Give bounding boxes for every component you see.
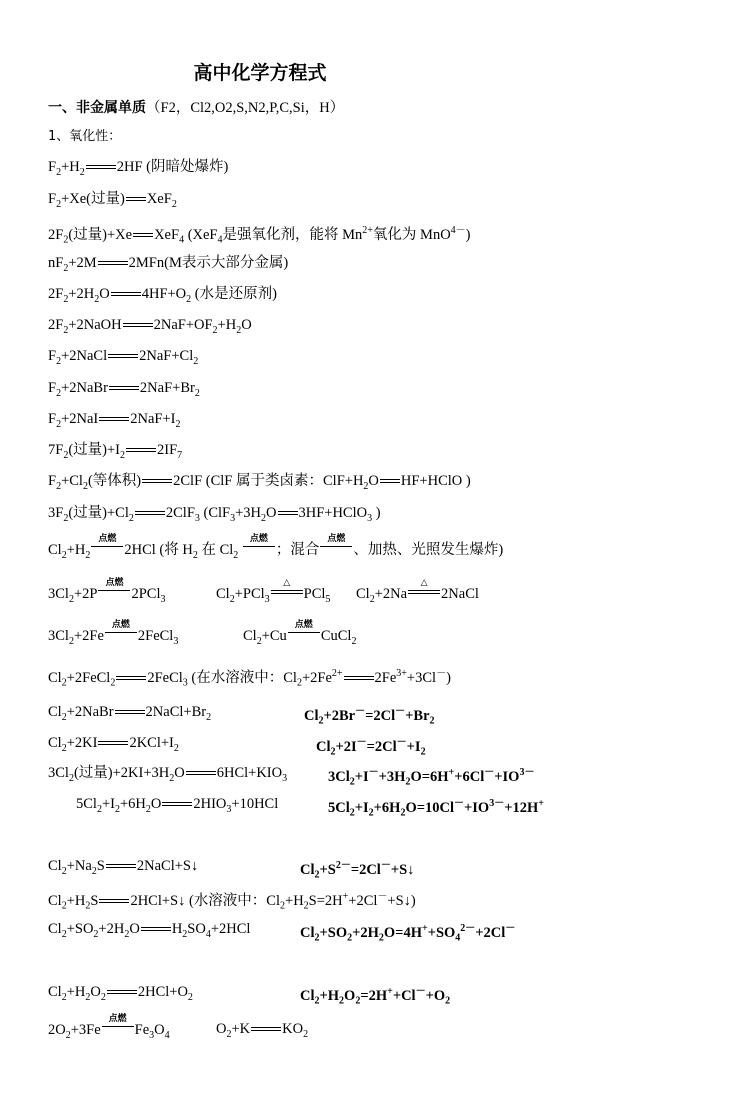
ionic-equation: $Cl_2+2Br^-=2Cl^-+Br_2$ (304, 706, 435, 727)
ignite-condition: 点燃 (242, 540, 276, 554)
ignite-condition: 点燃 (319, 540, 353, 554)
double-line-arrow (105, 862, 137, 872)
equation: $3Cl_2$(过量)$+2KI+3H_2O$ $6HCl+KIO_3$ (48, 765, 288, 784)
section-elements: （F2，Cl2,O2,S,N2,P,C,Si，H） (146, 100, 345, 116)
equation: $Cl_2+H_2$ 点燃 2HCl (将 $H_2$ 在 $Cl_2$ 点燃 ；混合 点燃 、加热、光照发生爆炸) (48, 534, 504, 561)
ionic-equation: $Cl_2+H_2O_2=2H^++Cl^-+O_2$ (300, 986, 451, 1007)
double-line-arrow (250, 1025, 282, 1035)
equation: $O_2+K$ $KO_2$ (216, 1021, 309, 1040)
double-line-arrow (97, 259, 129, 269)
double-line-arrow (132, 231, 154, 241)
double-line-arrow (185, 769, 217, 779)
equation: $Cl_2+2NaBr$ $2NaCl+Br_2$ (48, 704, 212, 723)
double-line-arrow (141, 477, 173, 487)
page-title: 高中化学方程式 (193, 62, 327, 84)
subsection-heading: 1、氧化性： (48, 129, 122, 144)
equation: $Cl_2+H_2O_2$ $2HCl+O_2$ (48, 984, 193, 1003)
double-line-arrow (110, 290, 142, 300)
double-line-arrow (161, 800, 193, 810)
double-line-arrow (134, 509, 166, 519)
ionic-equation: $Cl_2+SO_2+2H_2O=4H^++SO_4^{2-}+2Cl^-$ (300, 923, 516, 944)
ignite-condition: 点燃 (90, 540, 124, 554)
double-line-arrow (108, 384, 140, 394)
equation: $F_2+Xe$(过量) XeF$_2$ (48, 191, 177, 210)
equation: $2F_2+2H_2O$ $4HF+O_2$ (水是还原剂) (48, 286, 277, 305)
equation: $Cl_2+Na_2S$ 2NaCl+S↓ (48, 858, 199, 877)
equation: $nF_2+2M$ 2MFn(M表示大部分金属) (48, 255, 289, 274)
double-line-arrow (379, 477, 401, 487)
equation: $3Cl_2+2P$ 点燃 2PCl$_3$ (48, 578, 166, 605)
equation: $F_2+H_2$ 2HF (阴暗处爆炸) (48, 159, 229, 178)
double-line-arrow (98, 415, 130, 425)
equation: $2F_2+2NaOH$ $2NaF+OF_2+H_2O$ (48, 317, 252, 336)
equation: $F_2+2NaI$ $2NaF+I_2$ (48, 411, 181, 430)
equation: $F_2+2NaBr$ $2NaF+Br_2$ (48, 380, 200, 399)
equation: $Cl_2+Cu$ 点燃 CuCl$_2$ (243, 620, 357, 647)
double-line-arrow (97, 739, 129, 749)
ionic-equation: $5Cl_2+I_2+6H_2O=10Cl^-+IO^{3-}+12H^+$ (328, 798, 544, 819)
equation: $Cl_2+H_2S$ 2HCl+S↓ (水溶液中：$Cl_2+H_2S=2H^++2Cl^-+S↓$) (48, 891, 416, 912)
double-line-arrow (125, 446, 157, 456)
equation: $Cl_2+PCl_3$ △ PCl$_5$ (216, 578, 331, 605)
ignite-condition: 点燃 (104, 626, 138, 640)
double-line-arrow (122, 321, 154, 331)
equation: $2O_2+3Fe$ 点燃 $Fe_3O_4$ (48, 1014, 170, 1041)
section-heading-label: 一、非金属单质 (48, 100, 146, 116)
equation: $5Cl_2+I_2+6H_2O$ $2HIO_3+10HCl$ (76, 796, 279, 815)
double-line-arrow (140, 925, 172, 935)
double-line-arrow (343, 674, 375, 684)
equation: $2F_2$(过量)+Xe XeF$_4$ (XeF$_4$是强氧化剂，能将 $Mn^{2+}$氧化为 MnO$^{4-}$) (48, 225, 471, 246)
ionic-equation: $3Cl_2+I^-+3H_2O=6H^++6Cl^-+IO^{3-}$ (328, 767, 535, 788)
ignite-condition: 点燃 (101, 1020, 135, 1034)
heat-condition: △ (270, 584, 304, 598)
ionic-equation: $Cl_2+S^{2-}=2Cl^-+S↓$ (300, 860, 415, 881)
ionic-equation: $Cl_2+2I^-=2Cl^-+I_2$ (316, 737, 426, 758)
heat-condition: △ (407, 584, 441, 598)
double-line-arrow (98, 897, 130, 907)
section-heading (48, 96, 344, 117)
equation: $Cl_2+2Na$ △ 2NaCl (356, 578, 479, 605)
equation: $Cl_2+2FeCl_2$ 2FeCl$_3$ (在水溶液中：$Cl_2+2Fe^{2+}$ $2Fe^{3+}+3Cl^-$) (48, 668, 451, 689)
equation: $3Cl_2+2Fe$ 点燃 2FeCl$_3$ (48, 620, 179, 647)
equation: $F_2+2NaCl$ $2NaF+Cl_2$ (48, 348, 199, 367)
equation: $Cl_2+SO_2+2H_2O$ $H_2SO_4+2HCl$ (48, 921, 251, 940)
double-line-arrow (85, 163, 117, 173)
equation: $Cl_2+2KI$ $2KCl+I_2$ (48, 735, 179, 754)
double-line-arrow (125, 195, 147, 205)
equation: $F_2+Cl_2$(等体积) 2ClF (ClF 属于类卤素：$ClF+H_2O$ HF+HClO ) (48, 473, 471, 492)
double-line-arrow (277, 509, 299, 519)
ignite-condition: 点燃 (97, 584, 131, 598)
double-line-arrow (107, 352, 139, 362)
equation: $3F_2$(过量)$+Cl_2$ 2ClF$_3$ ($ClF_3+3H_2O$ 3HF+HClO$_3$ ) (48, 505, 381, 524)
double-line-arrow (115, 674, 147, 684)
double-line-arrow (114, 708, 146, 718)
ignite-condition: 点燃 (287, 626, 321, 640)
equation: $7F_2$(过量)$+I_2$ $2IF_7$ (48, 442, 183, 461)
double-line-arrow (106, 988, 138, 998)
